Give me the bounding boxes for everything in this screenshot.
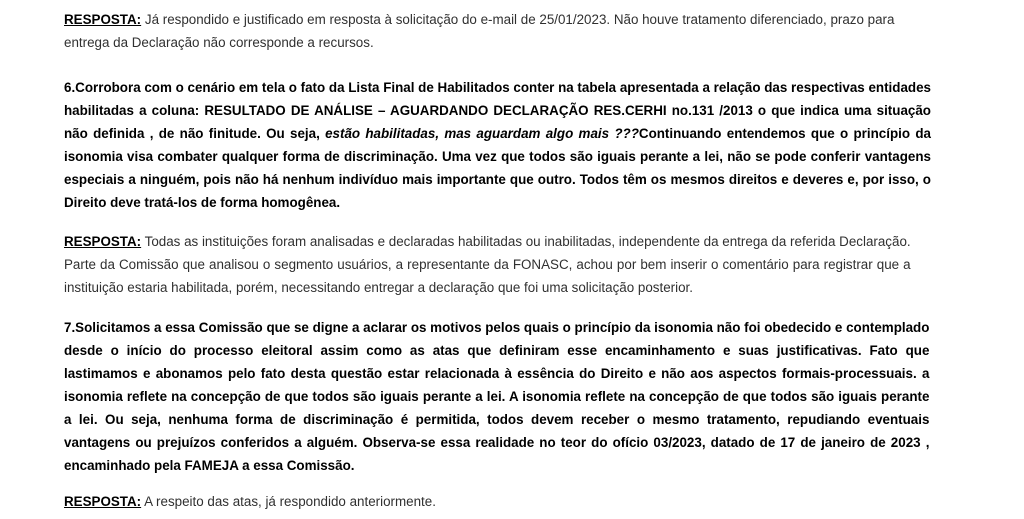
item-line: vantagens ou prejuízos conferidos a alguém. Observa-se essa realidade no teor do ofício 03/2023, datado de 17 de janeiro de 2023 , — [64, 435, 930, 450]
item-line: Direito deve tratá-los de forma homogênea. — [64, 195, 341, 210]
answer-label: RESPOSTA: — [64, 494, 142, 509]
answer-line — [64, 8, 894, 31]
item-line: habilitadas a coluna: RESULTADO DE ANÁLISE – AGUARDANDO DECLARAÇÃO RES.CERHI no.131 /2013 o que indica uma situação — [64, 103, 931, 118]
answer-text: A respeito das atas, já respondido anteriormente. — [144, 494, 436, 509]
answer-line: entrega da Declaração não corresponde a recursos. — [64, 35, 374, 50]
answer-label: RESPOSTA: — [64, 12, 142, 27]
item-line: 7.Solicitamos a essa Comissão que se digne a aclarar os motivos pelos quais o princípio da isonomia não foi obedecido e contemplado — [64, 320, 930, 335]
answer-line — [64, 230, 911, 253]
item-line — [64, 122, 931, 145]
answer-line — [64, 490, 436, 513]
item-7-paragraph — [64, 316, 929, 477]
item-text: Continuando entendemos que o princípio da — [638, 126, 931, 141]
answer-text: Já respondido e justificado em resposta à solicitação do e-mail de 25/01/2023. Não houve tratamento diferenciado, prazo para — [144, 12, 895, 27]
item-line: isonomia reflete na concepção de que todos são iguais perante a lei. A isonomia reflete na concepção de que todos são iguais perante — [64, 389, 930, 404]
item-line: lastimamos e abonamos pelo fato desta questão estar relacionada à essência do Direito e não aos aspectos formais-processuais. a — [64, 366, 930, 381]
answer-block-7 — [64, 490, 436, 513]
item-line: isonomia visa combater qualquer forma de discriminação. Uma vez que todos são iguais perante a lei, não se pode conferir vantagens — [64, 149, 931, 164]
item-line: a lei. Ou seja, nenhuma forma de discriminação é permitida, todos devem receber o mesmo tratamento, repudiando eventuais — [64, 412, 930, 427]
answer-line: Parte da Comissão que analisou o segmento usuários, a representante da FONASC, achou por bem inserir o comentário para registrar que a — [64, 257, 911, 272]
item-line: 6.Corrobora com o cenário em tela o fato da Lista Final de Habilitados conter na tabela apresentada a relação das respectivas entidades — [64, 80, 931, 95]
item-line: desde o início do processo eleitoral assim como as atas que definiram esse encaminhamento e suas justificativas. Fato que — [64, 343, 930, 358]
answer-line: instituição estaria habilitada, porém, necessitando entregar a declaração que foi uma solicitação posterior. — [64, 280, 693, 295]
answer-block-6 — [64, 230, 911, 299]
item-6-paragraph — [64, 76, 931, 214]
item-text: não definida , de não finitude. Ou seja, — [64, 126, 320, 141]
item-italic-text: estão habilitadas, mas aguardam algo mais ??? — [325, 126, 639, 141]
item-line: especiais a ninguém, pois não há nenhum indivíduo mais importante que outro. Todos têm os mesmos direitos e deveres e, por isso, o — [64, 172, 931, 187]
answer-block-5 — [64, 8, 894, 54]
item-line: encaminhado pela FAMEJA a essa Comissão. — [64, 458, 355, 473]
answer-text: Todas as instituições foram analisadas e declaradas habilitadas ou inabilitadas, independente da entrega da referida Declaração. — [144, 234, 911, 249]
answer-label: RESPOSTA: — [64, 234, 142, 249]
